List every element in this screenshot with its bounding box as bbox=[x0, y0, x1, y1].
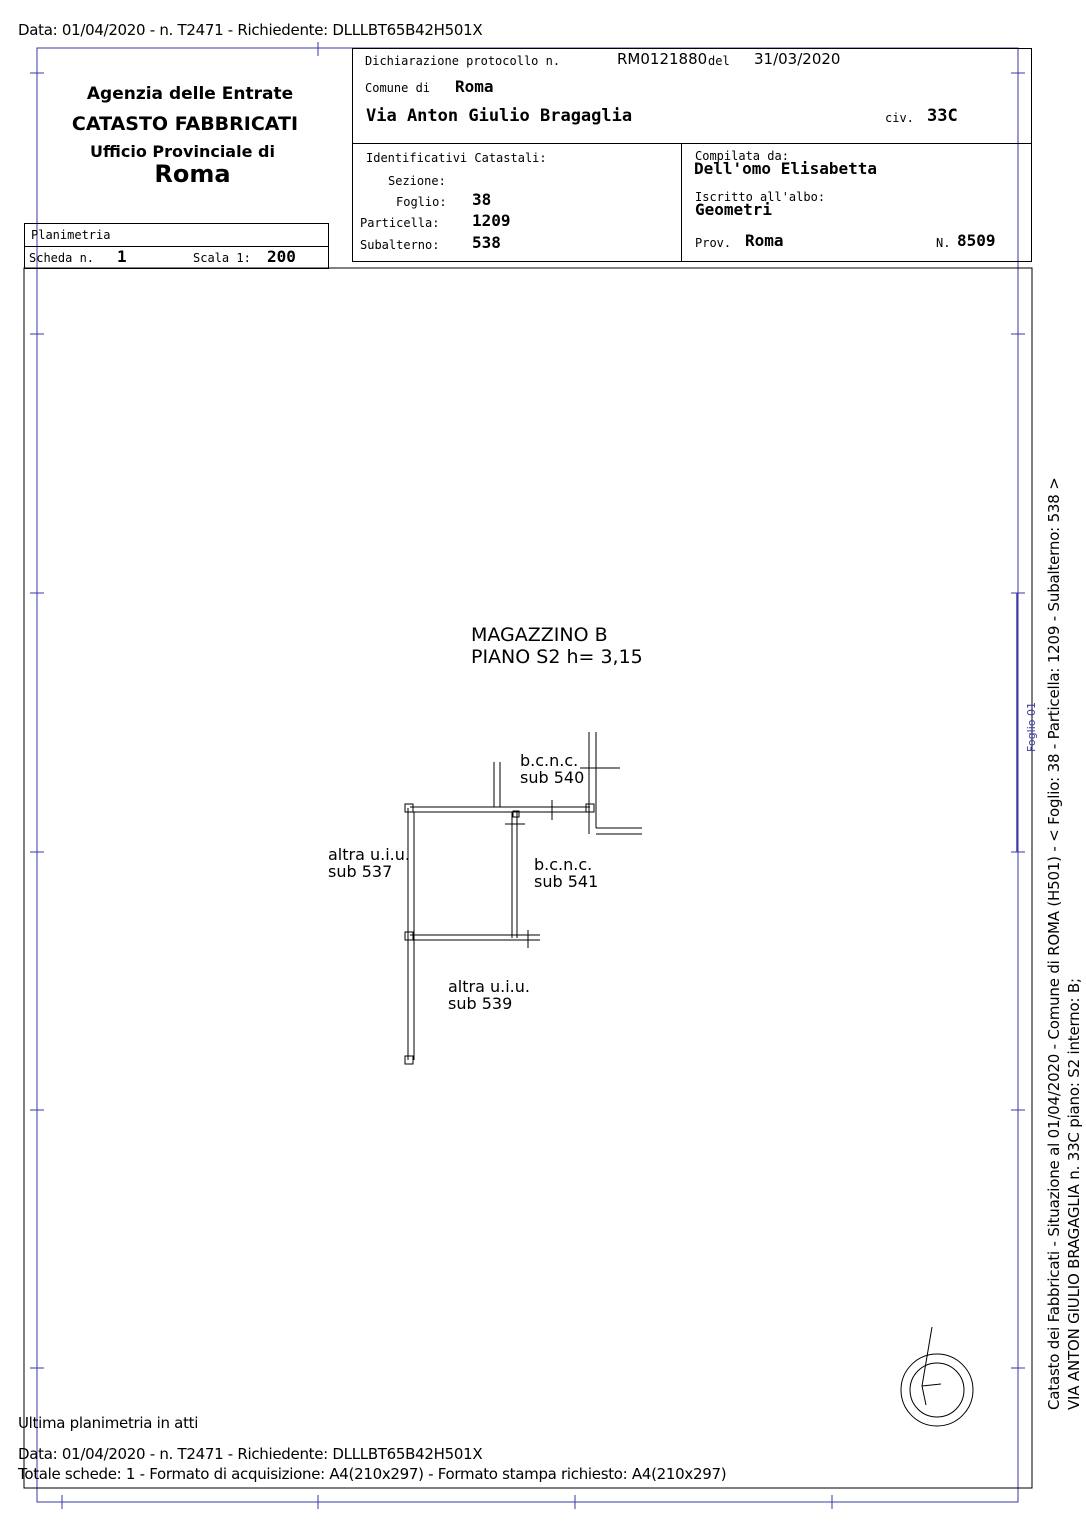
agency-name: Agenzia delle Entrate bbox=[86, 84, 294, 104]
scheda-value: 1 bbox=[117, 247, 127, 266]
del-label: del bbox=[708, 54, 730, 68]
scala-label: Scala 1: bbox=[193, 251, 251, 265]
scheda-label: Scheda n. bbox=[29, 251, 95, 265]
subalterno-value: 538 bbox=[472, 233, 501, 252]
civ-label: civ. bbox=[885, 111, 914, 125]
footer-last-plan: Ultima planimetria in atti bbox=[18, 1414, 199, 1432]
n-value: 8509 bbox=[957, 231, 996, 250]
n-label: N. bbox=[936, 236, 951, 250]
room-label-line: sub 537 bbox=[328, 862, 393, 881]
plan-title bbox=[471, 624, 643, 668]
room-label-sub541 bbox=[534, 856, 598, 890]
declaration-date: 31/03/2020 bbox=[754, 50, 841, 68]
protocol-value: RM0121880 bbox=[617, 50, 708, 68]
room-label-sub537 bbox=[328, 846, 410, 880]
room-label-line: sub 540 bbox=[520, 768, 585, 787]
footer-request-line: Data: 01/04/2020 - n. T2471 - Richiedente: DLLLBT65B42H501X bbox=[18, 1445, 483, 1463]
foglio-value: 38 bbox=[472, 190, 492, 209]
room-label-line: sub 541 bbox=[534, 872, 599, 891]
prov-label: Prov. bbox=[695, 236, 732, 250]
room-label-line: altra u.i.u. bbox=[328, 845, 410, 864]
compilata-label: Compilata da: bbox=[695, 149, 789, 163]
room-label-sub540 bbox=[520, 752, 584, 786]
catasto-title: CATASTO FABBRICATI bbox=[71, 113, 299, 135]
foglio-label: Foglio: bbox=[396, 195, 447, 209]
civ-value: 33C bbox=[927, 106, 958, 126]
room-label-line: altra u.i.u. bbox=[448, 977, 530, 996]
prov-value: Roma bbox=[745, 231, 784, 250]
comune-label: Comune di bbox=[365, 81, 431, 95]
particella-label: Particella: bbox=[360, 216, 440, 230]
compiler-name: Dell'omo Elisabetta bbox=[694, 159, 878, 178]
identifiers-title: Identificativi Catastali: bbox=[366, 151, 547, 165]
sezione-label: Sezione: bbox=[388, 174, 446, 188]
subalterno-label: Subalterno: bbox=[360, 238, 440, 252]
albo-label: Iscritto all'albo: bbox=[695, 190, 826, 204]
side-text-line1: Catasto dei Fabbricati - Situazione al 01/04/2020 - Comune di ROMA (H501) - < Foglio: 38 - Particella: 1209 - Subalterno: 538 > bbox=[1045, 477, 1063, 1410]
ufficio-label: Ufficio Provinciale di bbox=[90, 142, 275, 161]
particella-value: 1209 bbox=[472, 211, 511, 230]
footer-totale-line: Totale schede: 1 - Formato di acquisizione: A4(210x297) - Formato stampa richiesto: A4(210x297) bbox=[18, 1465, 727, 1483]
protocol-label: Dichiarazione protocollo n. bbox=[365, 54, 561, 68]
plan-title-line1: MAGAZZINO B bbox=[471, 624, 608, 646]
sheet-stamp: Foglio 01 bbox=[1025, 702, 1038, 752]
room-label-line: b.c.n.c. bbox=[534, 855, 593, 874]
address: Via Anton Giulio Bragaglia bbox=[366, 106, 633, 126]
comune-value: Roma bbox=[455, 77, 494, 96]
request-header: Data: 01/04/2020 - n. T2471 - Richiedente: DLLLBT65B42H501X bbox=[18, 21, 483, 39]
room-label-line: sub 539 bbox=[448, 994, 513, 1013]
plan-title-line2: PIANO S2 h= 3,15 bbox=[471, 646, 643, 668]
ufficio-city: Roma bbox=[154, 160, 231, 188]
side-text-line2: VIA ANTON GIULIO BRAGAGLIA n. 33C piano: S2 interno: B; bbox=[1065, 978, 1083, 1410]
planimetria-title: Planimetria bbox=[31, 228, 111, 242]
room-label-sub539 bbox=[448, 978, 530, 1012]
room-label-line: b.c.n.c. bbox=[520, 751, 579, 770]
albo-value: Geometri bbox=[695, 200, 773, 219]
scala-value: 200 bbox=[267, 247, 296, 266]
side-text bbox=[1044, 477, 1084, 1410]
